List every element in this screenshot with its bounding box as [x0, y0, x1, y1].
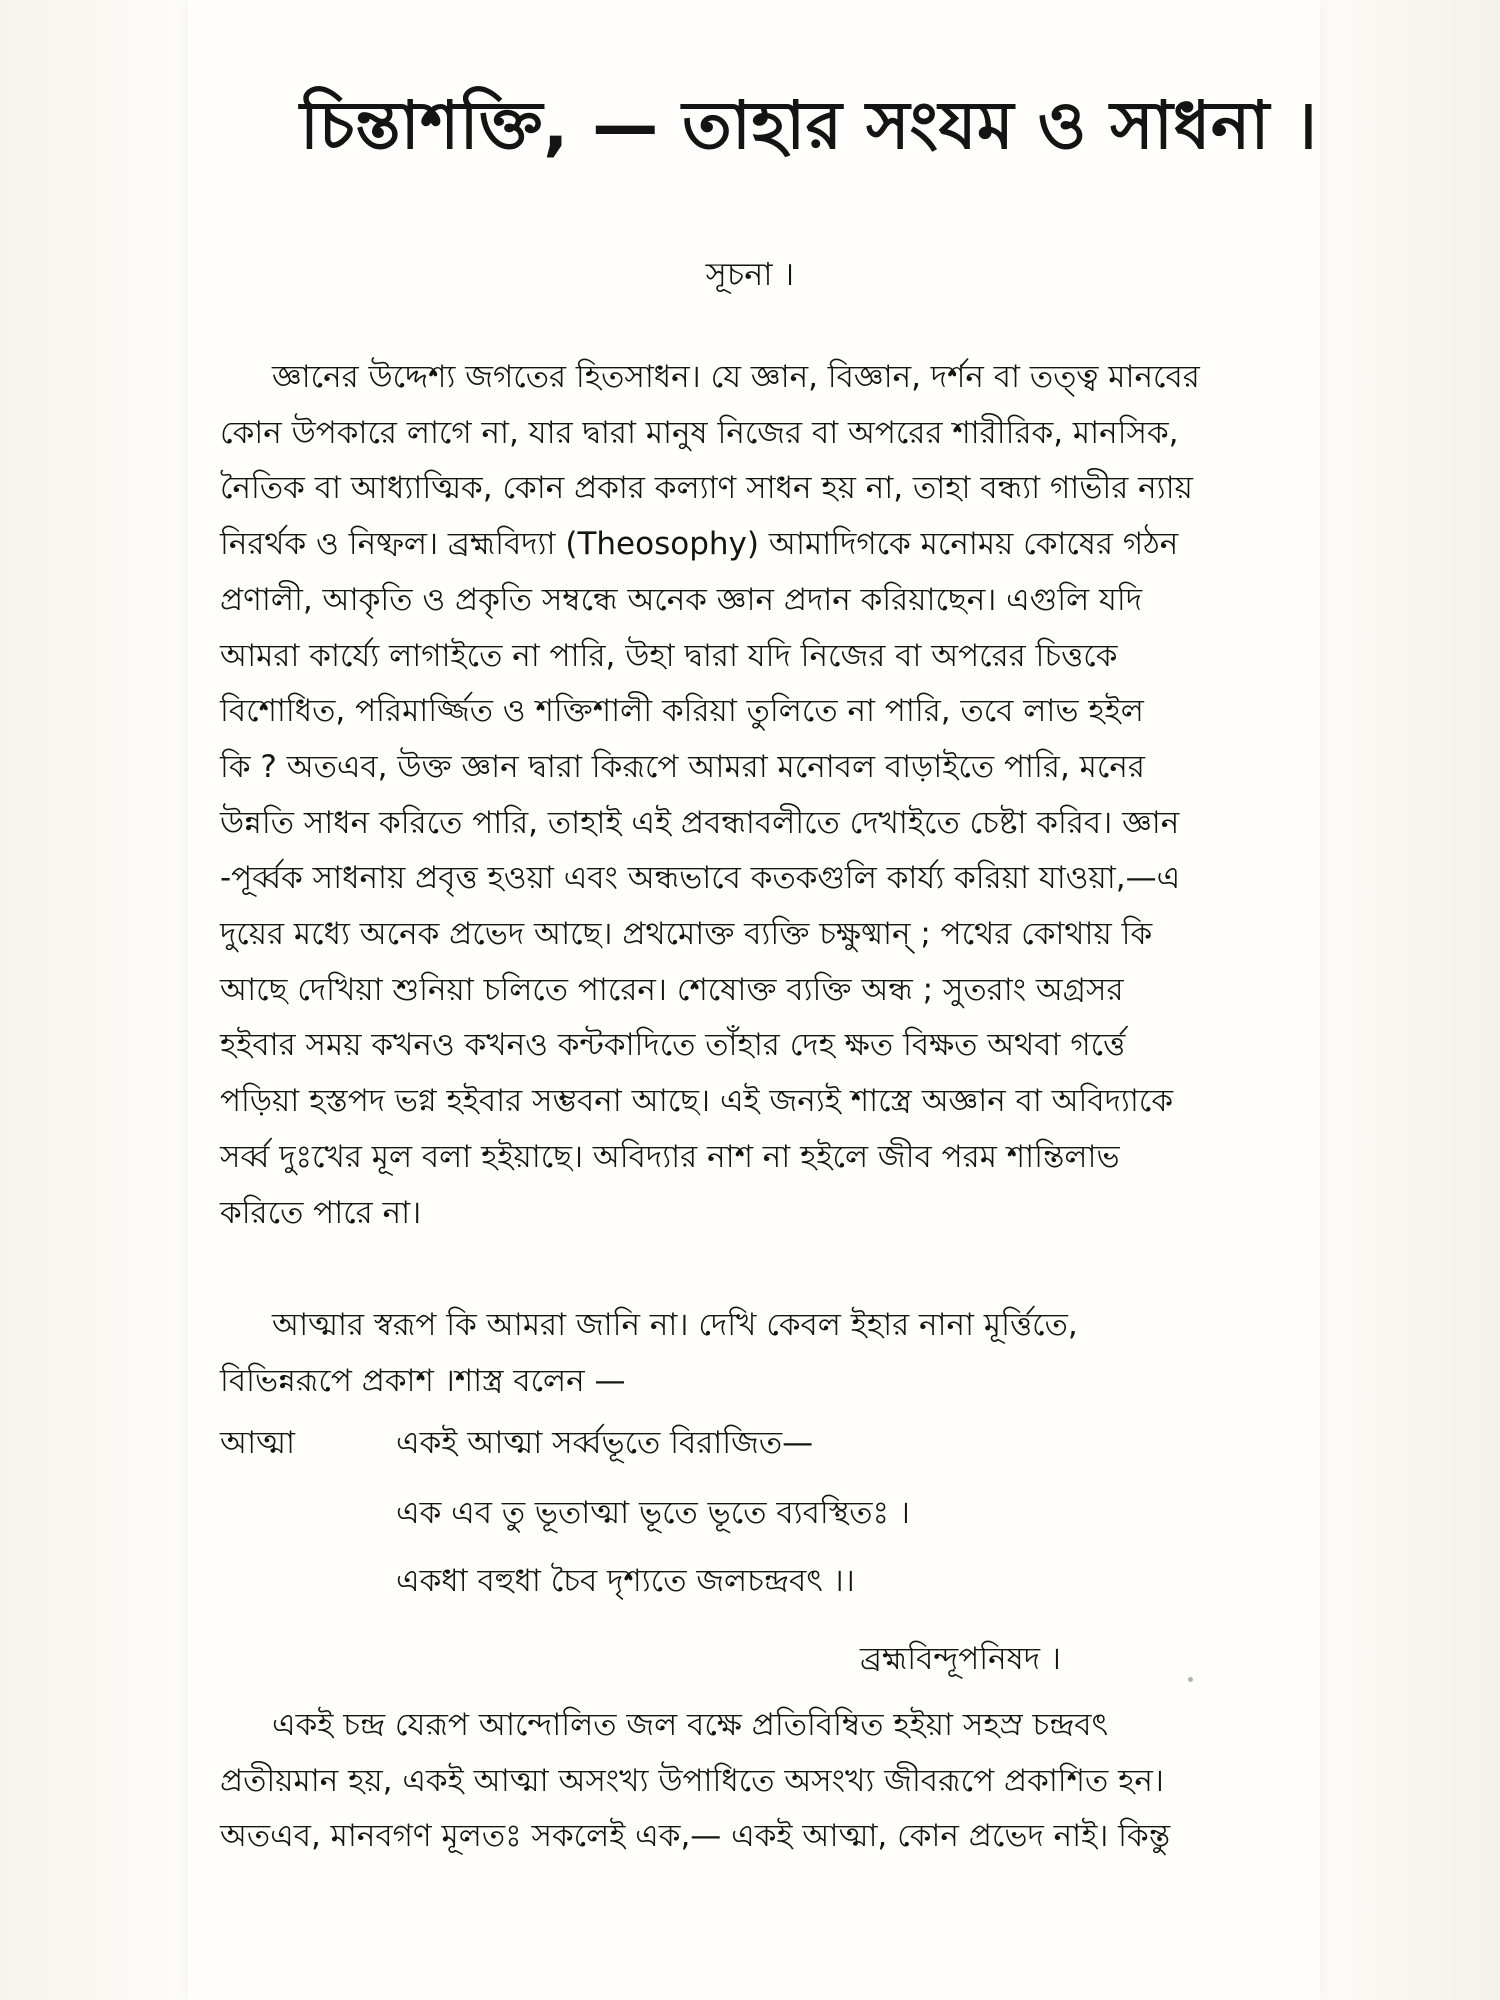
paragraph-line: হইবার সময় কখনও কখনও কন্টকাদিতে তাঁহার দেহ ক্ষত বিক্ষত অথবা গর্ত্তে [220, 1027, 1126, 1064]
paragraph-3 [220, 1698, 1280, 1865]
paragraph-line: নৈতিক বা আধ্যাত্মিক, কোন প্রকার কল্যাণ সাধন হয় না, তাহা বন্ধ্যা গাভীর ন্যায় [220, 470, 1193, 507]
paragraph-line: বিভিন্নরূপে প্রকাশ ।শাস্ত্র বলেন — [220, 1362, 626, 1399]
verse-line: এক এব তু ভূতাত্মা ভূতে ভূতে ব্যবস্থিতঃ । [396, 1495, 910, 1531]
paragraph-line: -পূর্ব্বক সাধনায় প্রবৃত্ত হওয়া এবং অন্ধভাবে কতকগুলি কার্য্য করিয়া যাওয়া,—এ [220, 860, 1181, 897]
verse-source: ব্রহ্মবিন্দূপনিষদ । [860, 1641, 1061, 1677]
verse-line: একই আত্মা সর্ব্বভূতে বিরাজিত— [396, 1425, 814, 1461]
paragraph-line: করিতে পারে না। [220, 1194, 422, 1231]
paragraph-line: আছে দেখিয়া শুনিয়া চলিতে পারেন। শেষোক্ত ব্যক্তি অন্ধ ; সুতরাং অগ্রসর [220, 971, 1124, 1008]
paragraph-line: পড়িয়া হস্তপদ ভগ্ন হইবার সম্ভবনা আছে। এই জন্যই শাস্ত্রে অজ্ঞান বা অবিদ্যাকে [220, 1083, 1174, 1120]
page-title: চিন্তাশক্তি, — তাহার সংযম ও সাধনা । [300, 87, 1318, 164]
paragraph-line: উন্নতি সাধন করিতে পারি, তাহাই এই প্রবন্ধাবলীতে দেখাইতে চেষ্টা করিব। জ্ঞান [220, 804, 1180, 841]
paragraph-line: একই চন্দ্র যেরূপ আন্দোলিত জল বক্ষে প্রতিবিম্বিত হইয়া সহস্র চন্দ্রবৎ [272, 1707, 1109, 1743]
paragraph-1 [220, 350, 1280, 1241]
paragraph-line: আমরা কার্য্যে লাগাইতে না পারি, উহা দ্বারা যদি নিজের বা অপরের চিত্তকে [220, 637, 1118, 674]
paragraph-line: কোন উপকারে লাগে না, যার দ্বারা মানুষ নিজের বা অপরের শারীরিক, মানসিক, [220, 414, 1179, 451]
paragraph-line: জ্ঞানের উদ্দেশ্য জগতের হিতসাধন। যে জ্ঞান, বিজ্ঞান, দর্শন বা তত্ত্ব মানবের [272, 359, 1200, 395]
paragraph-line: দুয়ের মধ্যে অনেক প্রভেদ আছে। প্রথমোক্ত ব্যক্তি চক্ষুষ্মান্ ; পথের কোথায় কি [220, 916, 1153, 953]
verse-label: আত্মা [220, 1425, 296, 1461]
paragraph-line: সর্ব্ব দুঃখের মূল বলা হইয়াছে। অবিদ্যার নাশ না হইলে জীব পরম শান্তিলাভ [220, 1138, 1120, 1175]
paragraph-line: প্রতীয়মান হয়, একই আত্মা অসংখ্য উপাধিতে অসংখ্য জীবরূপে প্রকাশিত হন। [220, 1762, 1165, 1799]
section-heading: সূচনা । [705, 255, 795, 293]
paragraph-line: অতএব, মানবগণ মূলতঃ সকলেই এক,— একই আত্মা, কোন প্রভেদ নাই। কিন্তু [220, 1818, 1171, 1855]
paragraph-2 [220, 1298, 1280, 1409]
paragraph-line: কি ? অতএব, উক্ত জ্ঞান দ্বারা কিরূপে আমরা মনোবল বাড়াইতে পারি, মনের [220, 748, 1145, 785]
paragraph-line: প্রণালী, আকৃতি ও প্রকৃতি সম্বন্ধে অনেক জ্ঞান প্রদান করিয়াছেন। এগুলি যদি [220, 581, 1143, 618]
paragraph-line: আত্মার স্বরূপ কি আমরা জানি না। দেখি কেবল ইহার নানা মূর্ত্তিতে, [272, 1307, 1078, 1343]
verse-line: একধা বহুধা চৈব দৃশ্যতে জলচন্দ্রবৎ ।। [396, 1563, 855, 1599]
paragraph-line: বিশোধিত, পরিমার্জ্জিত ও শক্তিশালী করিয়া তুলিতে না পারি, তবে লাভ হইল [220, 693, 1144, 730]
page-speck [1188, 1677, 1193, 1682]
paragraph-line: নিরর্থক ও নিষ্ফল। ব্রহ্মবিদ্যা (Theosophy) আমাদিগকে মনোময় কোষের গঠন [220, 526, 1179, 563]
